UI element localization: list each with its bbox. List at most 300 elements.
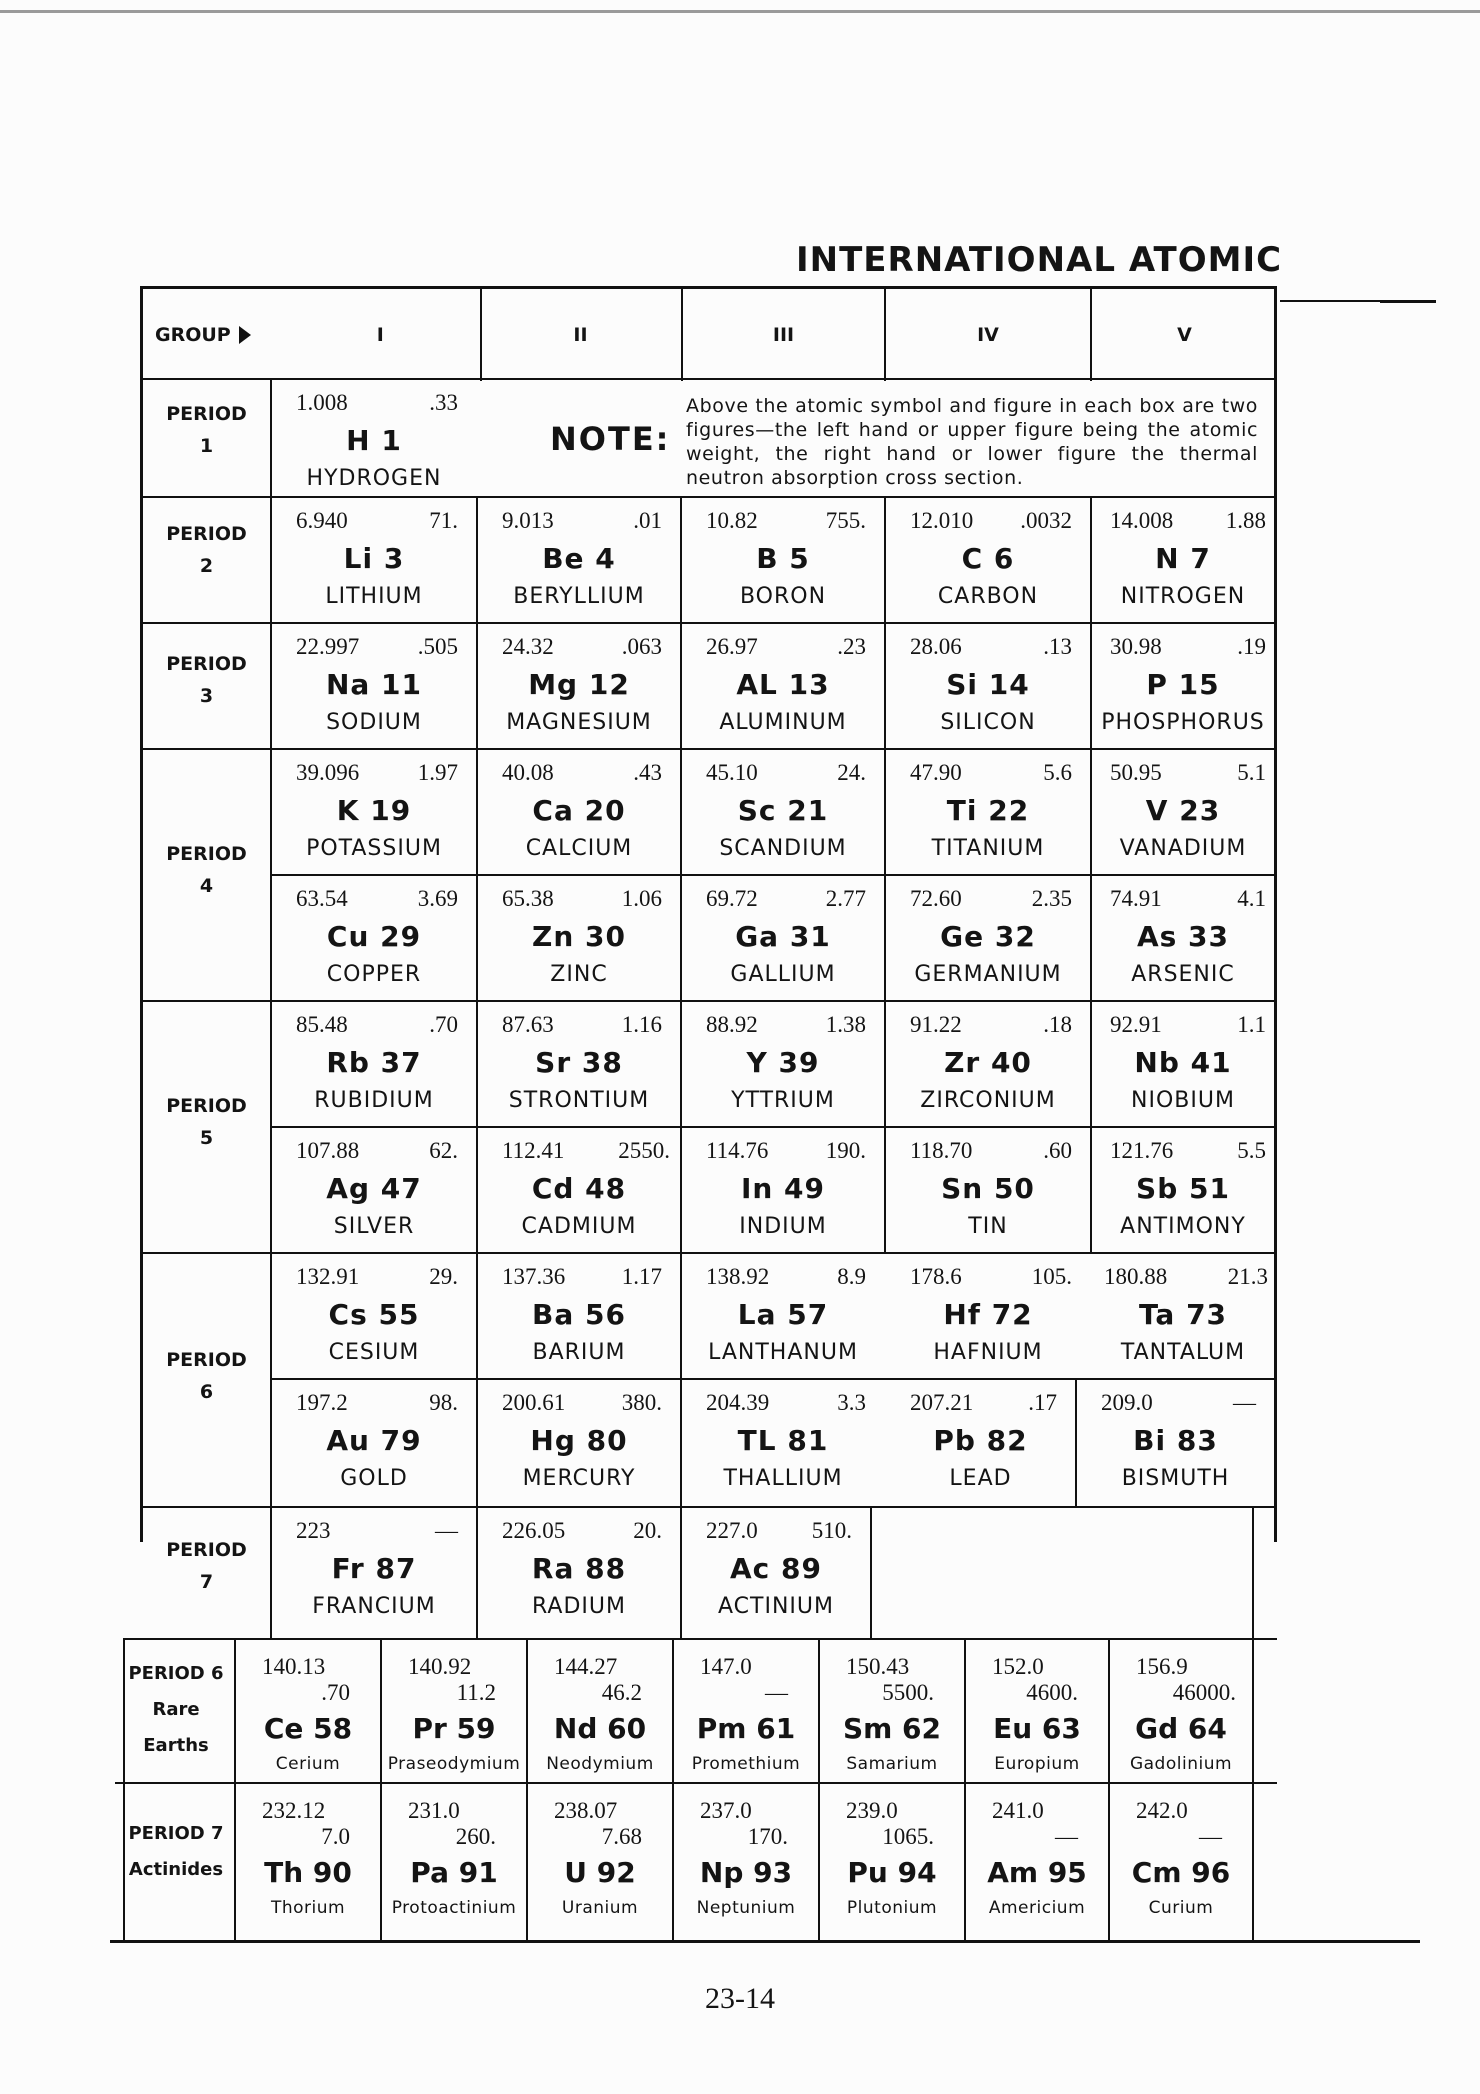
element-name: Plutonium — [846, 1898, 938, 1918]
atomic-weight: 39.096 — [296, 760, 360, 785]
element-name: Promethium — [691, 1754, 801, 1774]
group-arrow-icon — [239, 326, 251, 344]
atomic-weight: 237.0 — [700, 1798, 752, 1823]
element-symbol: Hf 72 — [943, 1298, 1033, 1331]
element-symbol: C 6 — [961, 542, 1015, 575]
element-symbol: Y 39 — [746, 1046, 820, 1079]
element-name: PHOSPHORUS — [1101, 710, 1265, 735]
element-cell — [682, 876, 884, 1000]
element-cell — [886, 876, 1090, 1000]
atomic-weight: 30.98 — [1110, 634, 1162, 659]
cross-section: .13 — [1043, 634, 1072, 659]
cross-section: — — [765, 1680, 788, 1705]
element-name: GERMANIUM — [914, 962, 1062, 987]
element-cell — [682, 1380, 884, 1506]
element-symbol: Nb 41 — [1134, 1046, 1232, 1079]
element-name: Neodymium — [546, 1754, 654, 1774]
group-header-2 — [480, 289, 683, 381]
element-symbol: Hg 80 — [530, 1424, 628, 1457]
cross-section: — — [1233, 1390, 1256, 1415]
element-cell — [478, 876, 680, 1000]
group-header-3 — [683, 289, 886, 381]
atomic-weight: 197.2 — [296, 1390, 348, 1415]
element-name: Neptunium — [696, 1898, 796, 1918]
group-header-4 — [886, 289, 1092, 381]
atomic-weight: 45.10 — [706, 760, 758, 785]
atomic-weight: 114.76 — [706, 1138, 769, 1163]
period-6-label: PERIOD 6 — [166, 1349, 247, 1404]
rule — [480, 289, 482, 381]
element-cell — [682, 1254, 884, 1378]
cross-section: .70 — [429, 1012, 458, 1037]
atomic-weight: 92.91 — [1110, 1012, 1162, 1037]
element-cell — [886, 1380, 1075, 1506]
element-symbol: Zn 30 — [532, 920, 626, 953]
atomic-weight: 238.07 — [554, 1798, 618, 1823]
element-symbol: Pr 59 — [412, 1712, 496, 1745]
cross-section: 380. — [621, 1390, 662, 1415]
element-cell — [272, 624, 476, 748]
element-symbol: Mg 12 — [528, 668, 630, 701]
element-name: LANTHANUM — [708, 1340, 858, 1365]
atomic-weight: 178.6 — [910, 1264, 962, 1289]
cross-section: 5.1 — [1237, 760, 1266, 785]
atomic-weight: 137.36 — [502, 1264, 566, 1289]
element-cell — [1092, 1128, 1274, 1252]
element-symbol: Cd 48 — [531, 1172, 627, 1205]
element-name: ARSENIC — [1131, 962, 1235, 987]
element-symbol: Sb 51 — [1136, 1172, 1230, 1205]
element-symbol: N 7 — [1155, 542, 1211, 575]
heading-rule — [1280, 300, 1380, 302]
element-name: STRONTIUM — [508, 1088, 650, 1113]
atomic-weight: 232.12 — [262, 1798, 326, 1823]
atomic-weight: 147.0 — [700, 1654, 752, 1679]
element-name: COPPER — [326, 962, 422, 987]
cross-section: 1.17 — [621, 1264, 662, 1289]
element-name: LITHIUM — [325, 584, 423, 609]
cross-section: 510. — [811, 1518, 852, 1543]
element-symbol: Pb 82 — [933, 1424, 1028, 1457]
element-name: SILICON — [940, 710, 1036, 735]
element-cell — [1092, 876, 1274, 1000]
element-symbol: AL 13 — [736, 668, 830, 701]
cross-section: 1.97 — [417, 760, 458, 785]
element-cell — [478, 1508, 680, 1638]
element-name: Cerium — [275, 1754, 341, 1774]
group-numeral-1: I — [376, 324, 384, 346]
element-name: THALLIUM — [723, 1466, 843, 1491]
period-4-label: PERIOD 4 — [166, 843, 247, 898]
cross-section: 7.0 — [321, 1824, 350, 1849]
group-header-5 — [1092, 289, 1277, 381]
element-name: BISMUTH — [1121, 1466, 1230, 1491]
element-name: FRANCIUM — [312, 1594, 436, 1619]
cross-section: .01 — [633, 508, 662, 533]
actinide-cell — [1110, 1784, 1252, 1940]
cross-section: 260. — [455, 1824, 496, 1849]
group-header-1 — [143, 289, 482, 381]
element-symbol: Sm 62 — [842, 1712, 942, 1745]
cross-section: 29. — [429, 1264, 458, 1289]
atomic-weight: 138.92 — [706, 1264, 770, 1289]
element-symbol: Rb 37 — [326, 1046, 422, 1079]
cross-section: 7.68 — [601, 1824, 642, 1849]
atomic-weight: 241.0 — [992, 1798, 1044, 1823]
cross-section: 98. — [429, 1390, 458, 1415]
element-symbol: Ge 32 — [940, 920, 1036, 953]
group-numeral-2: II — [573, 324, 588, 346]
cross-section: 62. — [429, 1138, 458, 1163]
element-symbol: TL 81 — [737, 1424, 829, 1457]
group-numeral-3: III — [772, 324, 795, 346]
atomic-weight: 69.72 — [706, 886, 758, 911]
element-symbol: Ta 73 — [1138, 1298, 1228, 1331]
element-cell — [272, 1380, 476, 1506]
cross-section: .43 — [633, 760, 662, 785]
element-name: NITROGEN — [1120, 584, 1246, 609]
atomic-weight: 22.997 — [296, 634, 360, 659]
element-symbol: Na 11 — [325, 668, 423, 701]
element-symbol: Sn 50 — [941, 1172, 1035, 1205]
cross-section: 71. — [429, 508, 458, 533]
cross-section: 170. — [747, 1824, 788, 1849]
element-cell — [1092, 624, 1274, 748]
element-symbol: In 49 — [740, 1172, 826, 1205]
element-name: Protoactinium — [391, 1898, 517, 1918]
atomic-weight: 112.41 — [502, 1138, 565, 1163]
element-symbol: Th 90 — [264, 1856, 352, 1889]
cross-section: .505 — [417, 634, 458, 659]
period-3-label: PERIOD 3 — [166, 653, 247, 708]
atomic-weight: 50.95 — [1110, 760, 1162, 785]
element-name: Americium — [988, 1898, 1086, 1918]
element-name: ALUMINUM — [719, 710, 847, 735]
cross-section: 46.2 — [601, 1680, 642, 1705]
atomic-weight: 144.27 — [554, 1654, 618, 1679]
element-cell — [682, 498, 884, 622]
element-symbol: Ag 47 — [326, 1172, 422, 1205]
cross-section: — — [1199, 1824, 1222, 1849]
atomic-weight: 223 — [296, 1518, 331, 1543]
rare-earth-cell — [382, 1640, 526, 1782]
cross-section: .063 — [621, 634, 662, 659]
atomic-weight: 72.60 — [910, 886, 962, 911]
element-symbol: Ba 56 — [532, 1298, 626, 1331]
element-name: BARIUM — [532, 1340, 626, 1365]
element-cell — [1092, 1254, 1274, 1378]
cross-section: .23 — [837, 634, 866, 659]
element-symbol: Nd 60 — [553, 1712, 647, 1745]
cross-section: 190. — [825, 1138, 866, 1163]
element-symbol: Bi 83 — [1133, 1424, 1218, 1457]
element-symbol: Cm 96 — [1131, 1856, 1231, 1889]
cross-section: 2550. — [618, 1138, 670, 1163]
cross-section: 1.38 — [825, 1012, 866, 1037]
element-cell — [478, 1380, 680, 1506]
element-cell — [478, 750, 680, 874]
cross-section: .17 — [1028, 1390, 1057, 1415]
rare-earth-cell — [1110, 1640, 1252, 1782]
element-symbol: B 5 — [756, 542, 810, 575]
element-symbol: K 19 — [336, 794, 412, 827]
atomic-weight: 140.92 — [408, 1654, 472, 1679]
element-cell — [478, 1254, 680, 1378]
element-name: Curium — [1148, 1898, 1214, 1918]
element-name: HYDROGEN — [306, 466, 442, 491]
element-name: CARBON — [937, 584, 1039, 609]
element-name: TITANIUM — [931, 836, 1045, 861]
cross-section: 24. — [837, 760, 866, 785]
element-cell — [478, 624, 680, 748]
element-cell — [272, 380, 476, 496]
atomic-weight: 10.82 — [706, 508, 758, 533]
element-cell — [272, 876, 476, 1000]
element-name: CESIUM — [328, 1340, 420, 1365]
cross-section: 1.1 — [1237, 1012, 1266, 1037]
cross-section: 105. — [1031, 1264, 1072, 1289]
element-symbol: Fr 87 — [331, 1552, 417, 1585]
element-cell — [272, 1002, 476, 1126]
actinide-cell — [528, 1784, 672, 1940]
element-name: BORON — [739, 584, 827, 609]
cross-section: 46000. — [1172, 1680, 1236, 1705]
element-name: INDIUM — [739, 1214, 827, 1239]
atomic-weight: 227.0 — [706, 1518, 758, 1543]
element-name: ZIRCONIUM — [920, 1088, 1056, 1113]
atomic-weight: 231.0 — [408, 1798, 460, 1823]
element-symbol: Ca 20 — [532, 794, 626, 827]
element-name: Gadolinium — [1129, 1754, 1233, 1774]
atomic-weight: 132.91 — [296, 1264, 360, 1289]
element-cell — [886, 1128, 1090, 1252]
atomic-weight: 242.0 — [1136, 1798, 1188, 1823]
cross-section: 8.9 — [837, 1264, 866, 1289]
atomic-weight: 47.90 — [910, 760, 962, 785]
atomic-weight: 14.008 — [1110, 508, 1174, 533]
cross-section: — — [435, 1518, 458, 1543]
cross-section: 4.1 — [1237, 886, 1266, 911]
element-symbol: Gd 64 — [1135, 1712, 1227, 1745]
atomic-weight: 88.92 — [706, 1012, 758, 1037]
atomic-weight: 152.0 — [992, 1654, 1044, 1679]
element-name: CALCIUM — [525, 836, 633, 861]
cross-section: 2.35 — [1031, 886, 1072, 911]
element-name: SILVER — [333, 1214, 415, 1239]
element-symbol: Au 79 — [326, 1424, 422, 1457]
element-cell — [682, 624, 884, 748]
atomic-weight: 209.0 — [1101, 1390, 1153, 1415]
element-cell — [1077, 1380, 1274, 1506]
element-cell — [478, 1002, 680, 1126]
rare-earths-label: PERIOD 6 Rare Earths — [128, 1663, 224, 1756]
element-symbol: Sc 21 — [737, 794, 829, 827]
element-name: BERYLLIUM — [513, 584, 645, 609]
rare-earth-cell — [820, 1640, 964, 1782]
scan-top-edge — [0, 10, 1480, 13]
rare-earth-cell — [528, 1640, 672, 1782]
cross-section: 2.77 — [825, 886, 866, 911]
cross-section: 3.3 — [837, 1390, 866, 1415]
element-cell — [1092, 1002, 1274, 1126]
note-text: Above the atomic symbol and figure in each box are two figures—the left hand or upper figure being the atomic weight, the right hand or lower figure the thermal neutron absorption cross section. — [686, 395, 1258, 489]
actinide-cell — [966, 1784, 1108, 1940]
atomic-weight: 121.76 — [1110, 1138, 1174, 1163]
element-symbol: Cs 55 — [328, 1298, 420, 1331]
atomic-weight: 239.0 — [846, 1798, 898, 1823]
element-name: Uranium — [561, 1898, 639, 1918]
cross-section: 11.2 — [456, 1680, 496, 1705]
element-cell — [272, 1128, 476, 1252]
cross-section: .18 — [1043, 1012, 1072, 1037]
element-cell — [682, 750, 884, 874]
element-name: RADIUM — [532, 1594, 626, 1619]
cross-section: 755. — [825, 508, 866, 533]
element-symbol: Eu 63 — [993, 1712, 1081, 1745]
element-name: SODIUM — [326, 710, 422, 735]
actinide-cell — [236, 1784, 380, 1940]
element-cell — [682, 1128, 884, 1252]
atomic-weight: 63.54 — [296, 886, 348, 911]
element-name: YTTRIUM — [731, 1088, 835, 1113]
element-symbol: Sr 38 — [535, 1046, 623, 1079]
element-cell — [886, 1002, 1090, 1126]
element-symbol: Np 93 — [699, 1856, 793, 1889]
element-symbol: Am 95 — [987, 1856, 1087, 1889]
element-name: GALLIUM — [730, 962, 836, 987]
atomic-weight: 85.48 — [296, 1012, 348, 1037]
element-name: ZINC — [550, 962, 608, 987]
cross-section: 1.88 — [1225, 508, 1266, 533]
element-name: TANTALUM — [1120, 1340, 1246, 1365]
atomic-weight: 65.38 — [502, 886, 554, 911]
period-7-label: PERIOD 7 — [166, 1539, 247, 1594]
atomic-weight: 1.008 — [296, 390, 348, 415]
atomic-weight: 204.39 — [706, 1390, 770, 1415]
period-1-label: PERIOD 1 — [166, 403, 247, 458]
element-name: LEAD — [949, 1466, 1012, 1491]
element-symbol: U 92 — [564, 1856, 636, 1889]
atomic-weight: 9.013 — [502, 508, 554, 533]
element-cell — [886, 750, 1090, 874]
cross-section: 5500. — [882, 1680, 934, 1705]
element-name: MERCURY — [522, 1466, 636, 1491]
element-cell — [272, 498, 476, 622]
element-cell — [886, 498, 1090, 622]
group-numeral-5: V — [1177, 324, 1192, 346]
element-cell — [1092, 498, 1274, 622]
element-name: ACTINIUM — [718, 1594, 834, 1619]
element-name: Europium — [994, 1754, 1080, 1774]
element-name: CADMIUM — [521, 1214, 637, 1239]
period-5-label: PERIOD 5 — [166, 1095, 247, 1150]
element-name: POTASSIUM — [306, 836, 442, 861]
cross-section: .60 — [1043, 1138, 1072, 1163]
cross-section: 1.16 — [621, 1012, 662, 1037]
element-symbol: V 23 — [1145, 794, 1221, 827]
actinides-label: PERIOD 7 Actinides — [128, 1823, 224, 1880]
element-name: MAGNESIUM — [506, 710, 652, 735]
page-heading: INTERNATIONAL ATOMIC — [796, 240, 1283, 280]
cross-section: .70 — [321, 1680, 350, 1705]
element-name: RUBIDIUM — [314, 1088, 434, 1113]
element-symbol: La 57 — [737, 1298, 829, 1331]
element-name: Thorium — [270, 1898, 346, 1918]
cross-section: 5.5 — [1237, 1138, 1266, 1163]
element-name: GOLD — [340, 1466, 408, 1491]
element-symbol: Pm 61 — [696, 1712, 796, 1745]
atomic-weight: 107.88 — [296, 1138, 360, 1163]
cross-section: 5.6 — [1043, 760, 1072, 785]
cross-section: 1065. — [882, 1824, 934, 1849]
element-cell — [682, 1002, 884, 1126]
cross-section: 1.06 — [621, 886, 662, 911]
atomic-weight: 12.010 — [910, 508, 974, 533]
group-numeral-4: IV — [977, 324, 999, 346]
atomic-weight: 87.63 — [502, 1012, 554, 1037]
element-symbol: Li 3 — [343, 542, 405, 575]
rule — [1252, 1506, 1254, 1940]
element-name: HAFNIUM — [933, 1340, 1043, 1365]
element-symbol: As 33 — [1136, 920, 1230, 953]
atomic-weight: 226.05 — [502, 1518, 566, 1543]
element-cell — [272, 750, 476, 874]
element-symbol: P 15 — [1146, 668, 1220, 701]
atomic-weight: 91.22 — [910, 1012, 962, 1037]
rule — [110, 1940, 1420, 1943]
element-name: SCANDIUM — [719, 836, 847, 861]
rule — [870, 1506, 872, 1638]
atomic-weight: 28.06 — [910, 634, 962, 659]
element-cell — [272, 1508, 476, 1638]
rare-earth-cell — [966, 1640, 1108, 1782]
actinide-cell — [382, 1784, 526, 1940]
cross-section: 21.3 — [1227, 1264, 1268, 1289]
continuation-mark — [1380, 300, 1436, 303]
atomic-weight: 26.97 — [706, 634, 758, 659]
element-cell — [478, 1128, 680, 1252]
element-cell — [886, 1254, 1090, 1378]
element-symbol: H 1 — [346, 424, 402, 457]
element-cell — [886, 624, 1090, 748]
period-2-label: PERIOD 2 — [166, 523, 247, 578]
atomic-weight: 207.21 — [910, 1390, 974, 1415]
rare-earth-cell — [236, 1640, 380, 1782]
element-symbol: Cu 29 — [326, 920, 422, 953]
atomic-weight: 40.08 — [502, 760, 554, 785]
element-symbol: Be 4 — [542, 542, 616, 575]
element-name: Praseodymium — [387, 1754, 521, 1774]
element-name: ANTIMONY — [1120, 1214, 1246, 1239]
cross-section: .0032 — [1020, 508, 1072, 533]
element-cell — [1092, 750, 1274, 874]
element-name: TIN — [968, 1214, 1008, 1239]
element-cell — [478, 498, 680, 622]
element-symbol: Ac 89 — [730, 1552, 822, 1585]
actinide-cell — [674, 1784, 818, 1940]
page-number: 23-14 — [705, 1982, 775, 2015]
cross-section: 3.69 — [417, 886, 458, 911]
element-symbol: Si 14 — [946, 668, 1030, 701]
element-symbol: Ra 88 — [531, 1552, 627, 1585]
atomic-weight: 200.61 — [502, 1390, 566, 1415]
element-cell — [682, 1508, 870, 1638]
atomic-weight: 180.88 — [1104, 1264, 1168, 1289]
element-symbol: Zr 40 — [944, 1046, 1032, 1079]
note-title: NOTE: — [550, 420, 671, 458]
element-symbol: Pa 91 — [410, 1856, 498, 1889]
element-symbol: Ga 31 — [735, 920, 831, 953]
